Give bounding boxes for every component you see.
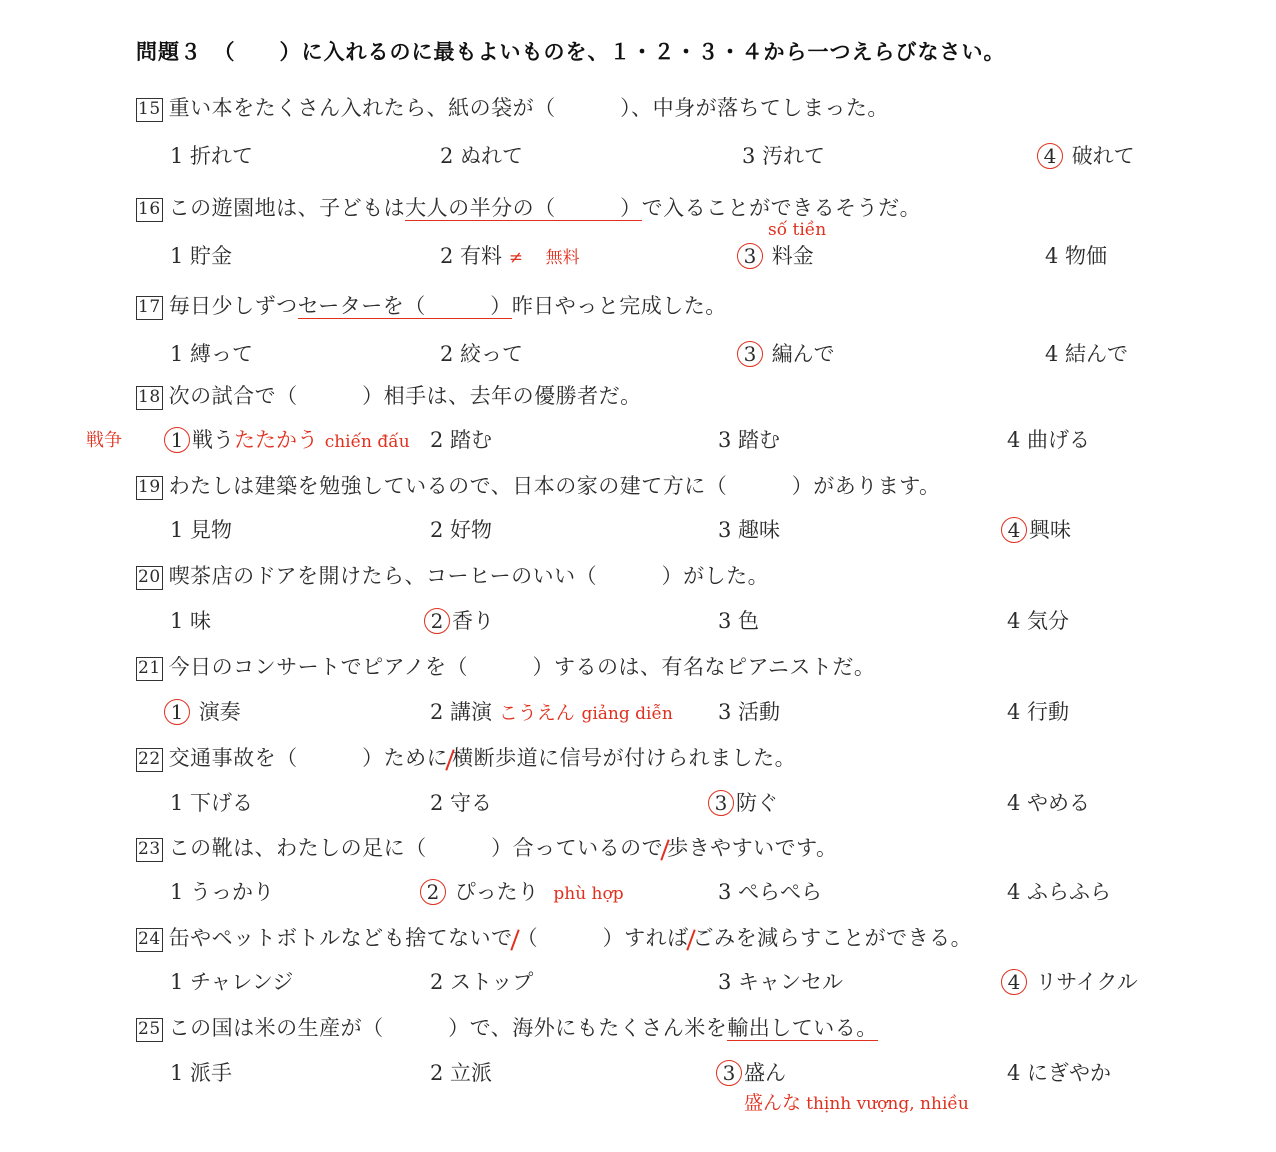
question-number: 20: [136, 566, 163, 590]
option-2-selected[interactable]: [420, 876, 624, 906]
question-25: [136, 1012, 878, 1042]
question-number: 23: [136, 838, 163, 862]
question-17: [136, 290, 727, 320]
question-18: [136, 380, 642, 410]
question-text: この国は米の生産が（ ）で、海外にもたくさん米を: [168, 1016, 728, 1040]
option-4[interactable]: 4 気分: [1007, 609, 1070, 633]
option-1[interactable]: 1 折れて: [170, 144, 254, 168]
annotation-viet: thịnh vượng, nhiều: [806, 1094, 969, 1114]
answer-circle: 4: [1001, 517, 1027, 543]
option-3-selected[interactable]: [737, 338, 835, 368]
answer-circle: 1: [164, 427, 190, 453]
option-3-selected[interactable]: [716, 1057, 786, 1087]
option-1[interactable]: 1 チャレンジ: [170, 970, 294, 994]
option-2-selected[interactable]: [424, 605, 494, 635]
option-label: 2 講演: [430, 700, 493, 724]
option-4-selected[interactable]: [1001, 966, 1138, 996]
option-4[interactable]: 4 にぎやか: [1007, 1061, 1112, 1085]
annotation-kana: 盛んな: [744, 1092, 802, 1114]
question-text: 毎日少しずつ: [168, 294, 298, 318]
option-3[interactable]: 3 キャンセル: [718, 970, 844, 994]
question-text: 重い本をたくさん入れたら、紙の袋が（ ）、中身が落ちてしまった。: [168, 96, 889, 120]
annotation-viet: phù hợp: [553, 884, 624, 904]
option-1-selected[interactable]: [164, 696, 241, 726]
option-3-selected[interactable]: [737, 240, 814, 270]
option-4[interactable]: 4 結んで: [1045, 342, 1129, 366]
option-label: 防ぐ: [736, 791, 778, 815]
question-21: [136, 651, 875, 681]
question-text-mid: （ ）すれば: [516, 926, 689, 950]
option-label: 演奏: [198, 700, 241, 724]
question-23: [136, 832, 837, 862]
underlined-phrase: 輸出している。: [727, 1016, 878, 1040]
option-1[interactable]: 1 下げる: [170, 791, 254, 815]
question-19: [136, 470, 941, 500]
option-2[interactable]: 2 踏む: [430, 428, 493, 452]
question-text: 今日のコンサートでピアノを（ ）するのは、有名なピアニストだ。: [168, 655, 876, 679]
option-2[interactable]: 2 守る: [430, 791, 493, 815]
option-4[interactable]: 4 曲げる: [1007, 428, 1091, 452]
question-number: 22: [136, 748, 163, 772]
option-label: 編んで: [771, 342, 835, 366]
option-3[interactable]: 3 ぺらぺら: [718, 880, 823, 904]
option-3-selected[interactable]: [708, 787, 778, 817]
annotation-muryo: 無料: [545, 248, 580, 268]
option-label: 料金: [771, 244, 814, 268]
question-24: [136, 922, 972, 952]
answer-circle: 4: [1037, 143, 1063, 169]
option-label: ぴったり: [454, 880, 539, 904]
question-number: 17: [136, 296, 163, 320]
question-text: 交通事故を（ ）ために: [168, 746, 449, 770]
annotation-kana: こうえん: [498, 702, 575, 724]
question-text-end: ごみを減らすことができる。: [692, 926, 973, 950]
answer-circle: 3: [716, 1060, 742, 1086]
option-2[interactable]: [440, 240, 580, 270]
option-1[interactable]: 1 見物: [170, 518, 233, 542]
question-text: 缶やペットボトルなども捨てないで: [168, 926, 513, 950]
underlined-phrase: 大人の半分の（ ）: [405, 196, 642, 220]
question-number: 18: [136, 386, 163, 410]
page-header: 問題３ （ ）に入れるのに最もよいものを、１・２・３・４から一つえらびなさい。: [136, 40, 1006, 64]
option-1[interactable]: 1 貯金: [170, 244, 233, 268]
option-3[interactable]: 3 踏む: [718, 428, 781, 452]
question-15: [136, 92, 889, 122]
annotation-not-equal: ≠: [508, 248, 523, 268]
option-4[interactable]: 4 ふらふら: [1007, 880, 1112, 904]
option-1[interactable]: 1 縛って: [170, 342, 254, 366]
option-3[interactable]: 3 色: [718, 609, 760, 633]
option-label: 破れて: [1071, 144, 1135, 168]
option-3[interactable]: 3 汚れて: [742, 144, 826, 168]
option-1[interactable]: 1 うっかり: [170, 880, 275, 904]
option-label: 戦う: [192, 428, 234, 452]
option-2[interactable]: 2 絞って: [440, 342, 524, 366]
option-3[interactable]: 3 趣味: [718, 518, 781, 542]
option-2[interactable]: 2 立派: [430, 1061, 493, 1085]
option-4[interactable]: 4 物価: [1045, 244, 1108, 268]
option-4[interactable]: 4 行動: [1007, 700, 1070, 724]
option-2[interactable]: 2 ぬれて: [440, 144, 524, 168]
option-1-selected[interactable]: [164, 424, 410, 454]
question-text-end: 横断歩道に信号が付けられました。: [452, 746, 797, 770]
option-4[interactable]: 4 やめる: [1007, 791, 1091, 815]
option-4-selected[interactable]: [1001, 514, 1071, 544]
option-2[interactable]: [430, 696, 673, 726]
annotation-viet: giảng diễn: [581, 704, 673, 724]
option-2[interactable]: 2 好物: [430, 518, 493, 542]
annotation-kana: たたかう: [234, 428, 318, 452]
underlined-phrase: セーターを（ ）: [297, 294, 512, 318]
answer-circle: 3: [708, 790, 734, 816]
question-text: この遊園地は、子どもは: [168, 196, 406, 220]
question-number: 25: [136, 1018, 163, 1042]
option-label: リサイクル: [1035, 970, 1138, 994]
option-4-selected[interactable]: [1037, 140, 1135, 170]
annotation-sakan: [744, 1088, 969, 1115]
answer-circle: 2: [420, 879, 446, 905]
option-3[interactable]: 3 活動: [718, 700, 781, 724]
question-text-end: 歩きやすいです。: [667, 836, 838, 860]
question-22: [136, 742, 796, 772]
question-16: [136, 192, 921, 222]
question-text-end: で入ることができるそうだ。: [641, 196, 922, 220]
option-label: 盛ん: [744, 1061, 786, 1085]
answer-circle: 3: [737, 243, 763, 269]
answer-circle: 1: [164, 699, 190, 725]
answer-circle: 3: [737, 341, 763, 367]
option-2[interactable]: 2 ストップ: [430, 970, 534, 994]
annotation-viet: chiến đấu: [324, 432, 410, 452]
option-label: 香り: [452, 609, 494, 633]
question-number: 24: [136, 928, 163, 952]
question-text: 喫茶店のドアを開けたら、コーヒーのいい（ ）がした。: [168, 564, 770, 588]
annotation-so-tien: số tiền: [768, 220, 827, 240]
question-number: 16: [136, 198, 163, 222]
question-text: この靴は、わたしの足に（ ）合っているので: [168, 836, 664, 860]
question-20: [136, 560, 769, 590]
annotation-senso: 戦争: [86, 430, 122, 451]
question-number: 19: [136, 476, 163, 500]
question-text-end: 昨日やっと完成した。: [511, 294, 727, 318]
option-1[interactable]: 1 派手: [170, 1061, 233, 1085]
question-text: 次の試合で（ ）相手は、去年の優勝者だ。: [168, 384, 642, 408]
question-number: 15: [136, 98, 163, 122]
option-1[interactable]: 1 味: [170, 609, 212, 633]
question-number: 21: [136, 657, 163, 681]
answer-circle: 4: [1001, 969, 1027, 995]
question-text: わたしは建築を勉強しているので、日本の家の建て方に（ ）があります。: [168, 474, 941, 498]
option-label: 興味: [1029, 518, 1071, 542]
option-label: 2 有料: [440, 244, 503, 268]
answer-circle: 2: [424, 608, 450, 634]
